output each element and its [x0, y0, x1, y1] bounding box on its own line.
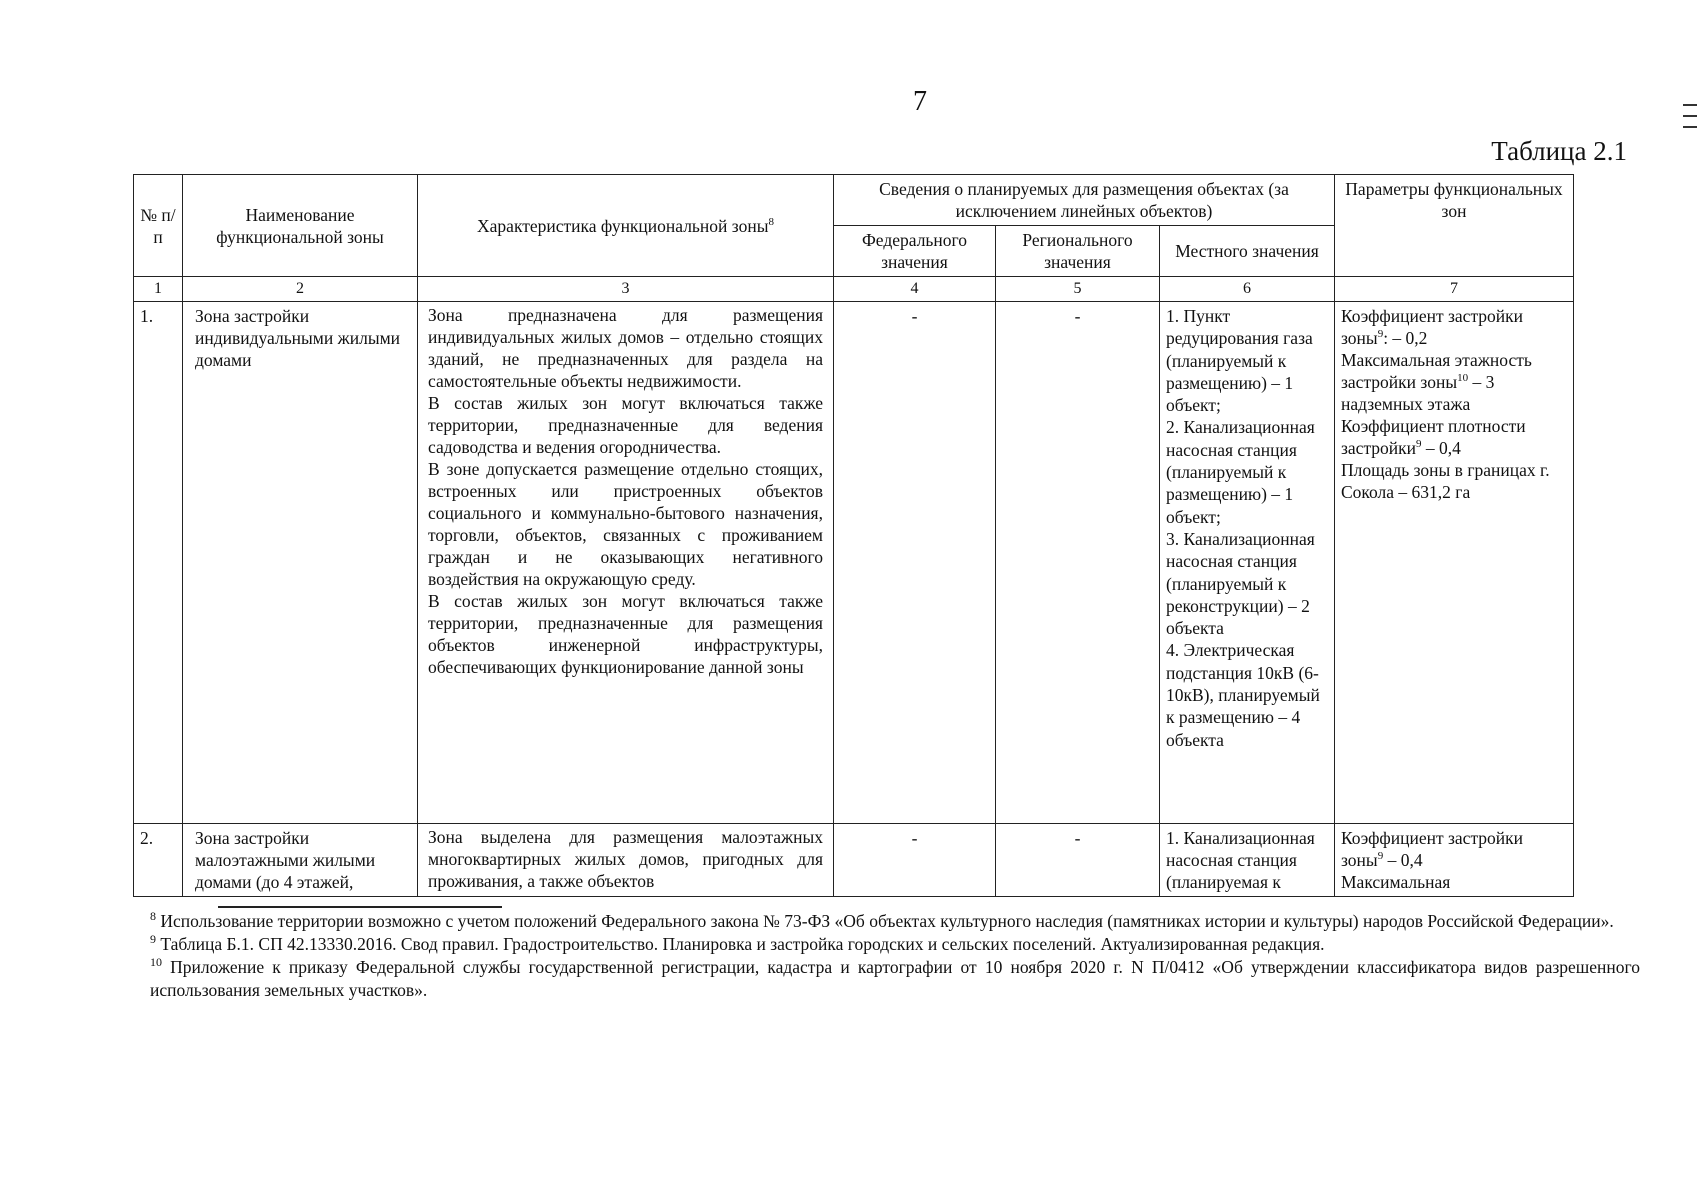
- row-number: 1.: [134, 302, 183, 824]
- column-number: 5: [996, 277, 1160, 302]
- header-zone-name: Наименование функциональной зоны: [183, 175, 418, 277]
- description-paragraph: Зона выделена для размещения малоэтажных многоквартирных жилых домов, пригодных для проживания, а также объектов: [428, 827, 823, 891]
- federal-objects: -: [834, 302, 996, 824]
- local-objects: [1160, 824, 1335, 897]
- header-zone-parameters: Параметры функциональных зон: [1335, 175, 1574, 277]
- column-number: 3: [418, 277, 834, 302]
- margin-marks: [1683, 104, 1697, 137]
- parameter-density-coefficient: Коэффициент плотности застройки$^9$ – 0,4: [1341, 416, 1526, 458]
- header-federal: Федерального значения: [834, 226, 996, 277]
- table-row: [134, 302, 1574, 824]
- parameter-building-coefficient: Коэффициент застройки зоны$^9$: – 0,2: [1341, 306, 1524, 348]
- local-objects: [1160, 302, 1335, 824]
- zone-parameters: [1335, 824, 1574, 897]
- header-zone-characteristic: Характеристика функциональной зоны$^8$: [418, 175, 834, 277]
- local-object-item: 1. Пункт редуцирования газа (планируемый к размещению) – 1 объект;: [1166, 306, 1313, 416]
- header-planned-objects: Сведения о планируемых для размещения объектах (за исключением линейных объектов): [834, 175, 1335, 226]
- column-number: 4: [834, 277, 996, 302]
- column-number: 6: [1160, 277, 1335, 302]
- regional-objects: -: [996, 824, 1160, 897]
- zone-parameters: [1335, 302, 1574, 824]
- local-object-item: 1. Канализационная насосная станция (планируемая к: [1166, 828, 1315, 892]
- description-paragraph: В состав жилых зон могут включаться также территории, предназначенные для ведения садоводства и ведения огородничества.: [428, 393, 823, 457]
- footnote-10: $^{10}$ Приложение к приказу Федеральной службы государственной регистрации, кадастра и картографии от 10 ноября 2020 г. N П/0412 «Об утверждении классификатора видов разрешенного использования земельных участков».: [150, 955, 1640, 1000]
- parameter-max-floors: Максимальная: [1341, 872, 1451, 892]
- federal-objects: -: [834, 824, 996, 897]
- footnote-8: $^8$ Использование территории возможно с учетом положений Федерального закона № 73-ФЗ «Об объектах культурного наследия (памятниках истории и культуры) народов Российской Федерации».: [150, 909, 1614, 931]
- zone-name: Зона застройки малоэтажными жилыми домами (до 4 этажей,: [183, 824, 418, 897]
- zone-description: [418, 302, 834, 824]
- column-number: 2: [183, 277, 418, 302]
- zone-name: Зона застройки индивидуальными жилыми домами: [183, 302, 418, 824]
- column-number: 1: [134, 277, 183, 302]
- description-paragraph: В зоне допускается размещение отдельно стоящих, встроенных или пристроенных объектов социального и коммунально-бытового назначения, торговли, объектов, связанных с проживанием граждан и не оказывающих негативного воздействия на окружающую среду.: [428, 459, 823, 589]
- row-number: 2.: [134, 824, 183, 897]
- zone-description: [418, 824, 834, 897]
- footnotes: [150, 910, 1640, 1002]
- parameter-building-coefficient: Коэффициент застройки зоны$^9$ – 0,4: [1341, 828, 1524, 870]
- header-no: № п/п: [134, 175, 183, 277]
- table-caption: Таблица 2.1: [1491, 136, 1627, 166]
- local-object-item: 3. Канализационная насосная станция (планируемый к реконструкции) – 2 объекта: [1166, 528, 1315, 639]
- description-paragraph: В состав жилых зон могут включаться также территории, предназначенные для размещения объектов инженерной инфраструктуры, обеспечивающих функционирование данной зоны: [428, 591, 823, 677]
- table-row: [134, 824, 1574, 897]
- page-number: 7: [913, 86, 927, 117]
- zones-table: [133, 174, 1574, 897]
- parameter-zone-area: Площадь зоны в границах г. Сокола – 631,2 га: [1341, 460, 1550, 502]
- parameter-max-floors: Максимальная этажность застройки зоны$^{10}$ – 3 надземных этажа: [1341, 350, 1532, 414]
- regional-objects: -: [996, 302, 1160, 824]
- header-regional: Регионального значения: [996, 226, 1160, 277]
- footnote-ref-8: 8: [768, 215, 774, 228]
- footnote-9: $^9$ Таблица Б.1. СП 42.13330.2016. Свод правил. Градостроительство. Планировка и застройка городских и сельских поселений. Актуализированная редакция.: [150, 932, 1325, 954]
- footnote-divider: [218, 906, 502, 908]
- description-paragraph: Зона предназначена для размещения индивидуальных жилых домов – отдельно стоящих зданий, не предназначенных для раздела на самостоятельные объекты недвижимости.: [428, 305, 823, 391]
- column-number: 7: [1335, 277, 1574, 302]
- local-object-item: 4. Электрическая подстанция 10кВ (6-10кВ), планируемый к размещению – 4 объекта: [1166, 640, 1320, 750]
- header-local: Местного значения: [1160, 226, 1335, 277]
- local-object-item: 2. Канализационная насосная станция (планируемый к размещению) – 1 объект;: [1166, 417, 1315, 527]
